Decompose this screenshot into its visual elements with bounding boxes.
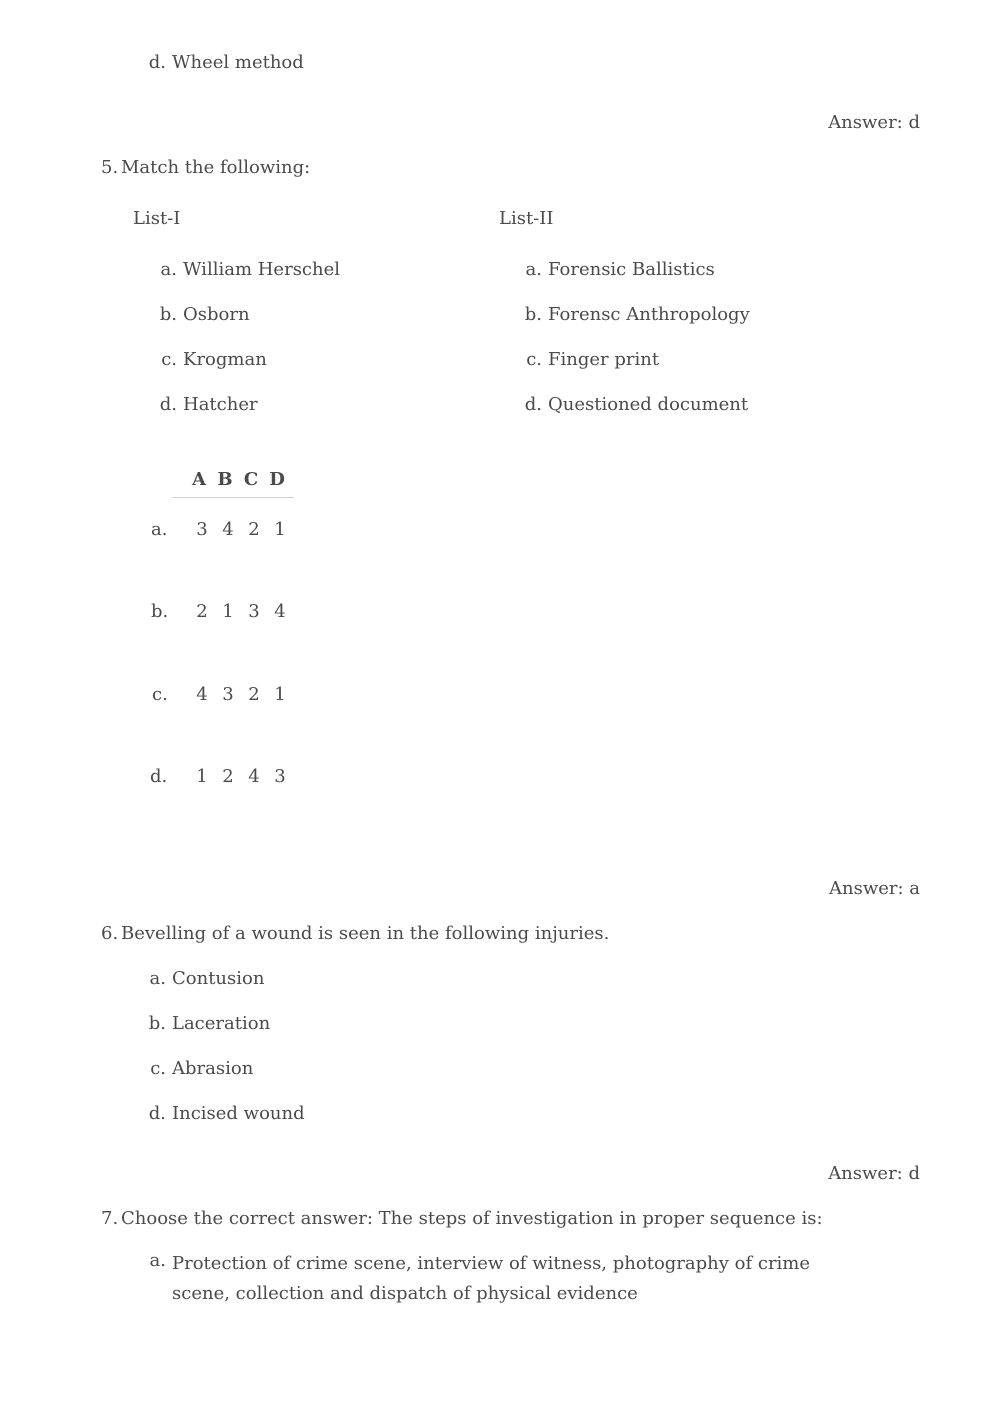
matrix-row: b.: [151, 601, 169, 622]
answer-text: Answer: d: [828, 112, 920, 133]
question-5: [101, 156, 310, 180]
matrix-row: a.: [151, 519, 168, 540]
list-1-item: b. Osborn: [159, 304, 250, 325]
option-item: c. Abrasion: [150, 1058, 254, 1079]
option-item: a. Protection of crime scene, interview of witness, photography of crime scene, collection and dispatch of physical evidence: [144, 1249, 862, 1309]
list-1-item: d. Hatcher: [159, 394, 258, 415]
matrix-row-values: 2 1 3 4: [196, 601, 286, 622]
list-2-title: List-II: [499, 208, 554, 229]
list-1-item: a. William Herschel: [160, 259, 341, 280]
option-item: a. Contusion: [149, 968, 265, 989]
matrix-row: d.: [150, 766, 168, 787]
question-text: Bevelling of a wound is seen in the following injuries.: [121, 923, 610, 944]
list-2-item: d. Questioned document: [524, 394, 749, 415]
list-1-title: List-I: [133, 208, 181, 229]
question-number: 6.: [101, 923, 119, 944]
question-text: Choose the correct answer: The steps of investigation in proper sequence is:: [121, 1208, 823, 1229]
matrix-header: A B C D: [192, 469, 285, 490]
list-1-item: c. Krogman: [161, 349, 267, 370]
option-item: b. Laceration: [148, 1013, 271, 1034]
question-number: 5.: [101, 157, 119, 178]
matrix-header-rule: [172, 497, 294, 498]
list-2-item: c. Finger print: [526, 349, 660, 370]
matrix-row-values: 3 4 2 1: [196, 519, 286, 540]
option-item: [144, 51, 304, 75]
question-text: Match the following:: [121, 157, 311, 178]
question-6: [101, 922, 609, 946]
answer-text: Answer: d: [828, 1163, 920, 1184]
list-2-item: a. Forensic Ballistics: [525, 259, 715, 280]
option-item: d. Incised wound: [148, 1103, 305, 1124]
answer-text: Answer: a: [828, 878, 920, 899]
list-2-item: b. Forensc Anthropology: [524, 304, 750, 325]
question-7: [101, 1207, 823, 1231]
matrix-row-values: 1 2 4 3: [196, 766, 286, 787]
matrix-row-values: 4 3 2 1: [196, 684, 286, 705]
question-number: 7.: [101, 1208, 119, 1229]
option-text: Protection of crime scene, interview of witness, photography of crime scene, collection and dispatch of physical evidence: [172, 1253, 811, 1304]
matrix-row: c.: [152, 684, 168, 705]
option-text: Wheel method: [172, 52, 304, 73]
option-letter: d.: [148, 52, 166, 73]
